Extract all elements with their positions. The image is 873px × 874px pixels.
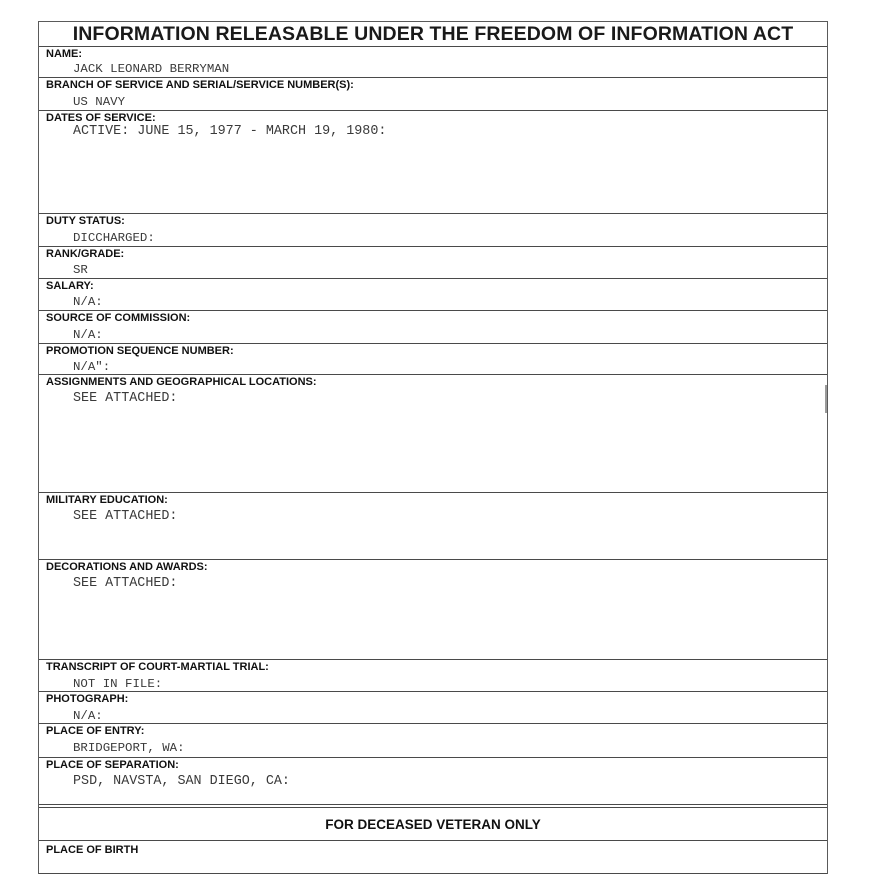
field-value: PSD, NAVSTA, SAN DIEGO, CA: <box>73 774 290 789</box>
field-rank-grade <box>39 246 827 278</box>
field-value: JACK LEONARD BERRYMAN <box>73 62 230 76</box>
field-label: SALARY: <box>46 280 94 292</box>
field-value: N/A: <box>73 328 103 342</box>
field-value: N/A: <box>73 709 103 723</box>
field-value: SEE ATTACHED: <box>73 576 178 591</box>
form-title: INFORMATION RELEASABLE UNDER THE FREEDOM OF INFORMATION ACT <box>72 23 794 45</box>
field-value: NOT IN FILE: <box>73 677 163 691</box>
foia-release-form <box>38 21 828 874</box>
field-promotion-sequence-number <box>39 343 827 374</box>
scan-artifact <box>825 385 827 413</box>
field-label: PROMOTION SEQUENCE NUMBER: <box>46 345 234 357</box>
field-label: DUTY STATUS: <box>46 215 125 227</box>
field-label: PHOTOGRAPH: <box>46 693 129 705</box>
field-label: DECORATIONS AND AWARDS: <box>46 561 208 573</box>
field-decorations-and-awards <box>39 559 827 659</box>
field-label: DATES OF SERVICE: <box>46 112 156 124</box>
field-court-martial-transcript <box>39 659 827 691</box>
field-label: RANK/GRADE: <box>46 248 125 260</box>
field-place-of-separation <box>39 757 827 802</box>
field-label: NAME: <box>46 48 83 60</box>
field-label: SOURCE OF COMMISSION: <box>46 312 191 324</box>
field-value: N/A: <box>73 295 103 309</box>
field-value: SEE ATTACHED: <box>73 391 178 406</box>
field-duty-status <box>39 213 827 246</box>
field-place-of-entry <box>39 723 827 757</box>
field-assignments-and-locations <box>39 374 827 492</box>
field-value: BRIDGEPORT, WA: <box>73 741 185 755</box>
deceased-veteran-heading: FOR DECEASED VETERAN ONLY <box>39 807 827 841</box>
field-place-of-birth <box>39 841 827 874</box>
field-value: SR <box>73 263 88 277</box>
field-value: US NAVY <box>73 95 126 109</box>
field-value: N/A": <box>73 360 111 374</box>
field-value: ACTIVE: JUNE 15, 1977 - MARCH 19, 1980: <box>73 124 387 139</box>
field-salary <box>39 278 827 310</box>
field-photograph <box>39 691 827 723</box>
field-label: BRANCH OF SERVICE AND SERIAL/SERVICE NUMBER(S): <box>46 79 354 91</box>
field-label: TRANSCRIPT OF COURT-MARTIAL TRIAL: <box>46 661 269 673</box>
field-military-education <box>39 492 827 559</box>
field-name <box>39 46 827 77</box>
field-label: MILITARY EDUCATION: <box>46 494 168 506</box>
field-source-of-commission <box>39 310 827 343</box>
field-value: SEE ATTACHED: <box>73 509 178 524</box>
field-dates-of-service <box>39 110 827 213</box>
field-label: PLACE OF ENTRY: <box>46 725 145 737</box>
field-value: DICCHARGED: <box>73 231 155 245</box>
divider <box>39 804 827 805</box>
field-label: ASSIGNMENTS AND GEOGRAPHICAL LOCATIONS: <box>46 376 317 388</box>
field-label: PLACE OF SEPARATION: <box>46 759 179 771</box>
field-branch <box>39 77 827 110</box>
field-label: PLACE OF BIRTH <box>46 844 139 856</box>
